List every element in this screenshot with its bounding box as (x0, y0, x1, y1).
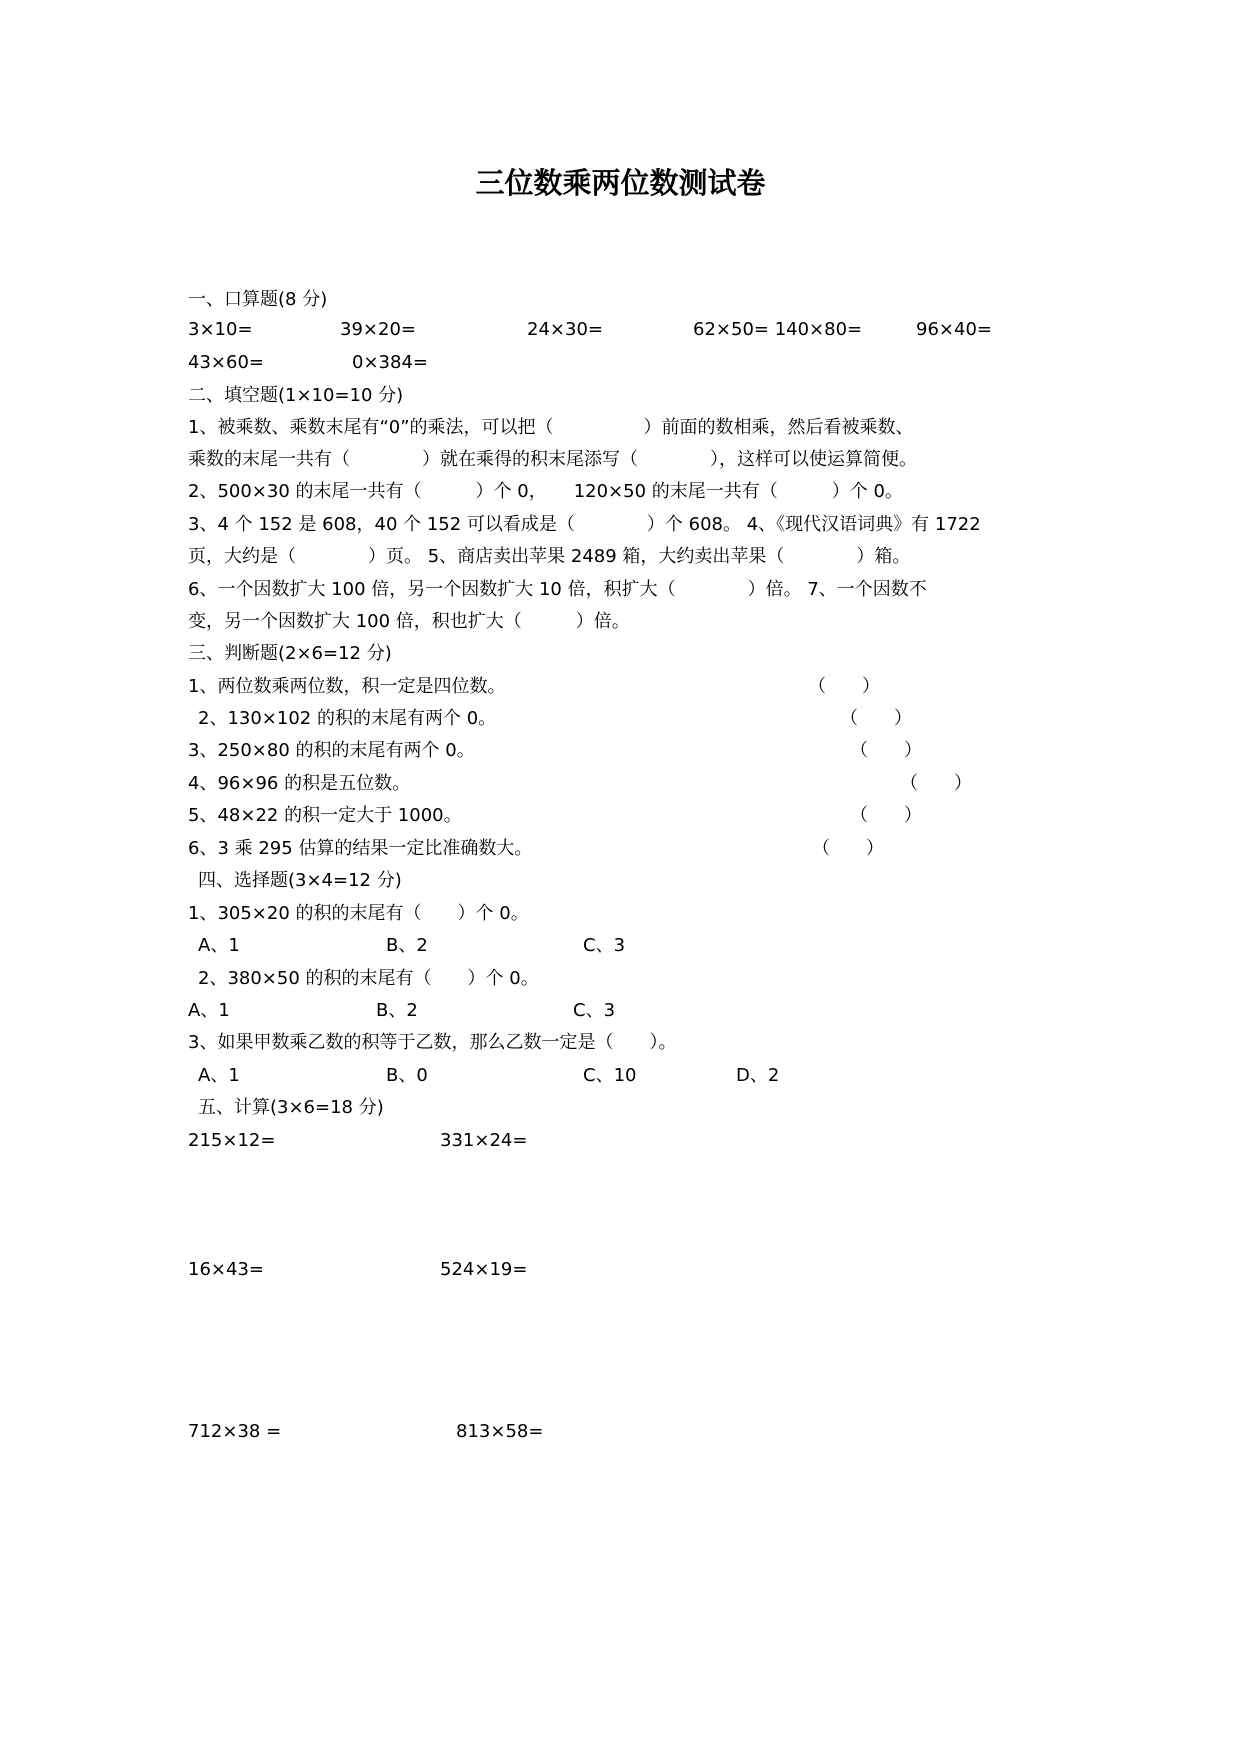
judge-paren: （ ） (850, 805, 922, 826)
choice-option: B、0 (386, 1065, 428, 1086)
section-3-heading: 三、判断题(2×6=12 分) (188, 643, 392, 664)
choice-option: C、3 (583, 935, 626, 956)
choice-option: A、1 (188, 1000, 230, 1021)
choice-option: C、10 (583, 1065, 637, 1086)
mental-math-item: 3×10= (188, 319, 253, 340)
judge-item: 4、96×96 的积是五位数。 (188, 773, 411, 794)
judge-paren: （ ） (812, 838, 884, 859)
fill-blank-line: 变，另一个因数扩大 100 倍，积也扩大（ ）倍。 (188, 611, 630, 632)
fill-blank-line: 3、4 个 152 是 608，40 个 152 可以看成是（ ）个 608。 4、《现代汉语词典》有 1722 (188, 514, 981, 535)
judge-item: 2、130×102 的积的末尾有两个 0。 (198, 708, 497, 729)
calc-item: 524×19= (440, 1259, 528, 1280)
calc-item: 813×58= (456, 1421, 544, 1442)
judge-item: 5、48×22 的积一定大于 1000。 (188, 805, 462, 826)
choice-option: A、1 (198, 935, 240, 956)
choice-question: 1、305×20 的积的末尾有（ ）个 0。 (188, 903, 529, 924)
choice-option: C、3 (573, 1000, 616, 1021)
mental-math-item: 96×40= (916, 319, 992, 340)
choice-option: B、2 (386, 935, 428, 956)
section-1-heading: 一、口算题(8 分) (188, 289, 328, 310)
calc-item: 331×24= (440, 1130, 528, 1151)
section-4-heading: 四、选择题(3×4=12 分) (198, 870, 402, 891)
judge-item: 6、3 乘 295 估算的结果一定比准确数大。 (188, 838, 533, 859)
fill-blank-line: 6、一个因数扩大 100 倍，另一个因数扩大 10 倍，积扩大（ ）倍。 7、一个因数不 (188, 579, 927, 600)
mental-math-item: 62×50= 140×80= (693, 319, 863, 340)
choice-option: A、1 (198, 1065, 240, 1086)
mental-math-item: 0×384= (352, 352, 428, 373)
section-2-heading: 二、填空题(1×10=10 分) (188, 385, 404, 406)
judge-paren: （ ） (850, 740, 922, 761)
judge-item: 3、250×80 的积的末尾有两个 0。 (188, 740, 475, 761)
judge-paren: （ ） (808, 676, 880, 697)
choice-option: B、2 (376, 1000, 418, 1021)
choice-option: D、2 (736, 1065, 780, 1086)
mental-math-item: 39×20= (340, 319, 416, 340)
fill-blank-line: 2、500×30 的末尾一共有（ ）个 0， 120×50 的末尾一共有（ ）个 0。 (188, 481, 903, 502)
judge-paren: （ ） (840, 708, 912, 729)
choice-question: 2、380×50 的积的末尾有（ ）个 0。 (198, 968, 539, 989)
judge-item: 1、两位数乘两位数，积一定是四位数。 (188, 676, 506, 697)
fill-blank-line: 1、被乘数、乘数末尾有“0”的乘法，可以把（ ）前面的数相乘，然后看被乘数、 (188, 417, 914, 438)
calc-item: 712×38 = (188, 1421, 282, 1442)
mental-math-item: 43×60= (188, 352, 264, 373)
fill-blank-line: 乘数的末尾一共有（ ）就在乘得的积末尾添写（ ），这样可以使运算简便。 (188, 449, 917, 470)
section-5-heading: 五、计算(3×6=18 分) (198, 1097, 384, 1118)
choice-question: 3、如果甲数乘乙数的积等于乙数，那么乙数一定是（ ）。 (188, 1032, 677, 1053)
calc-item: 16×43= (188, 1259, 264, 1280)
mental-math-item: 24×30= (527, 319, 603, 340)
page-title: 三位数乘两位数测试卷 (475, 166, 766, 200)
judge-paren: （ ） (900, 773, 972, 794)
fill-blank-line: 页，大约是（ ）页。 5、商店卖出苹果 2489 箱，大约卖出苹果（ ）箱。 (188, 546, 911, 567)
calc-item: 215×12= (188, 1130, 276, 1151)
